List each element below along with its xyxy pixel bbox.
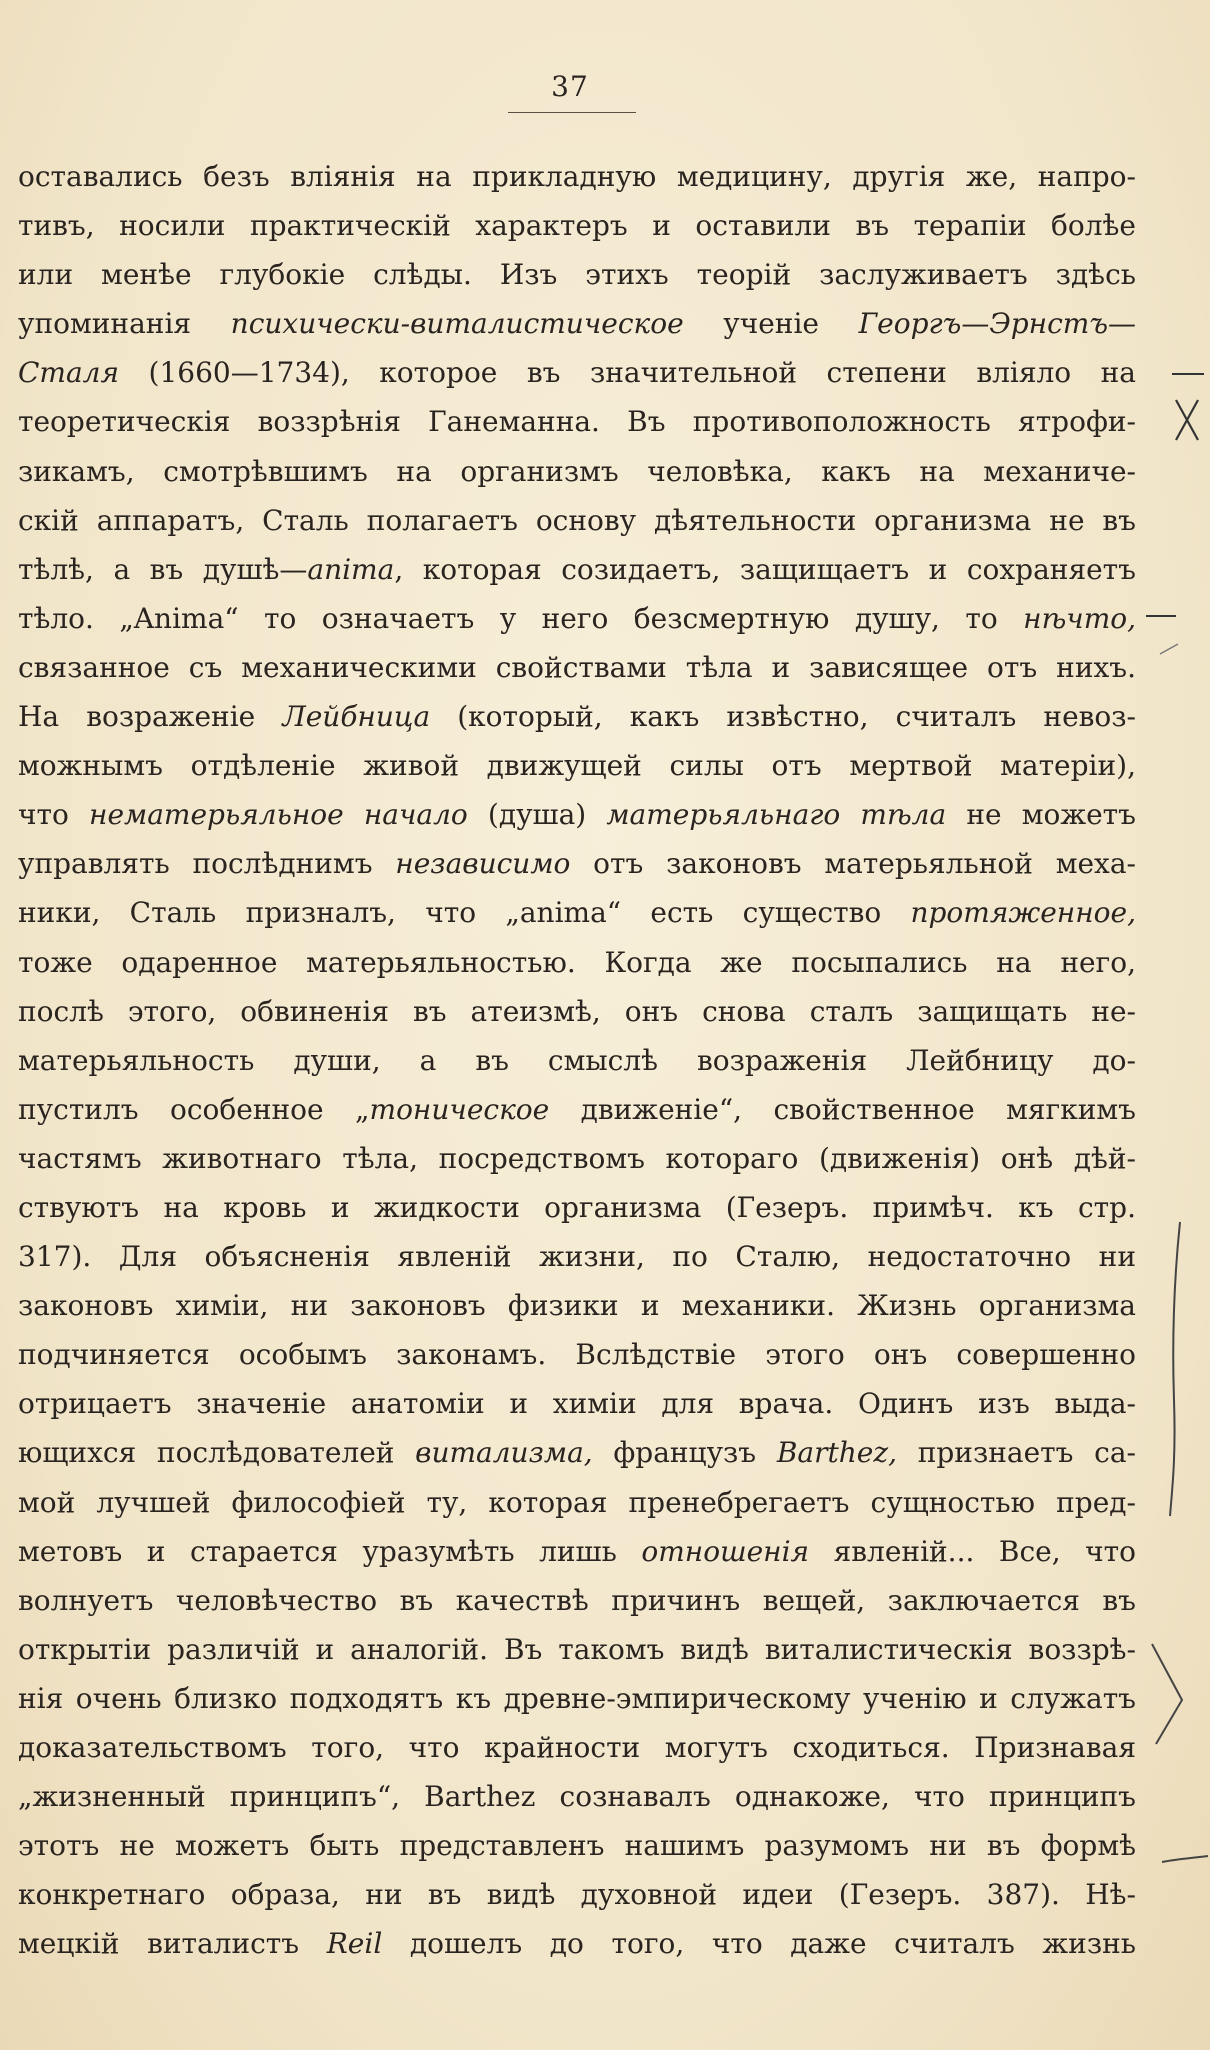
text-segment: нія очень близко подходятъ къ древне-эмпирическому ученію и служатъ (18, 1681, 1136, 1715)
text-line (18, 1821, 1136, 1870)
text-segment: тоже одаренное матерьяльностью. Когда же посыпались на него, (18, 945, 1136, 979)
text-segment: отрицаетъ значеніе анатоміи и химіи для врача. Одинъ изъ выда- (18, 1387, 1136, 1421)
text-line (18, 594, 1136, 643)
text-segment: этотъ не можетъ быть представленъ нашимъ разумомъ ни въ формѣ (18, 1829, 1136, 1863)
text-line (18, 692, 1136, 741)
italic-text: Лейбница (282, 700, 431, 734)
italic-text: психически-виталистическое (230, 307, 684, 341)
text-line (18, 201, 1136, 250)
text-segment: пустилъ особенное „ (18, 1092, 370, 1126)
text-segment: зикамъ, смотрѣвшимъ на организмъ человѣка, какъ на механиче- (18, 454, 1136, 488)
italic-text: протяженное, (910, 896, 1136, 930)
italic-text: нематерьяльное начало (89, 798, 468, 832)
text-segment: движеніе“, свойственное мягкимъ (549, 1092, 1136, 1126)
text-line (18, 1576, 1136, 1625)
text-segment: дошелъ до того, что даже считалъ жизнь (382, 1927, 1136, 1961)
text-line (18, 1183, 1136, 1232)
text-segment: волнуетъ человѣчество въ качествѣ причинъ вещей, заключается въ (18, 1583, 1136, 1617)
text-segment: оставались безъ вліянія на прикладную медицину, другія же, напро- (18, 160, 1136, 193)
text-segment: ученіе (683, 307, 859, 341)
text-line (18, 987, 1136, 1036)
text-segment: На возраженіе (18, 700, 283, 734)
text-line (18, 839, 1136, 888)
text-line (18, 1379, 1136, 1428)
text-line (18, 348, 1136, 397)
italic-text: отношенія (641, 1534, 810, 1568)
text-segment: 317). Для объясненія явленій жизни, по Сталю, недостаточно ни (18, 1240, 1136, 1274)
body-text (18, 152, 1136, 1968)
text-line (18, 250, 1136, 299)
margin-mark-dash (1146, 606, 1206, 666)
text-segment: скій аппаратъ, Сталь полагаетъ основу дѣятельности организма не въ (18, 503, 1136, 537)
text-line (18, 938, 1136, 987)
italic-text: Георгъ—Эрнстъ— (858, 307, 1136, 341)
italic-text: тоническое (369, 1092, 550, 1126)
text-line (18, 545, 1136, 594)
text-line (18, 1036, 1136, 1085)
page-number-rule (508, 112, 636, 113)
text-segment: управлять послѣднимъ (18, 847, 396, 881)
text-segment: тивъ, носили практическій характеръ и оставили въ терапіи болѣе (18, 209, 1136, 243)
text-line (18, 1232, 1136, 1281)
text-segment: не можетъ (946, 798, 1136, 832)
text-segment: связанное съ механическими свойствами тѣла и зависящее отъ нихъ. (18, 650, 1136, 684)
text-segment: подчиняется особымъ законамъ. Вслѣдствіе этого онъ совершенно (18, 1338, 1136, 1372)
text-segment: французъ (592, 1436, 777, 1470)
text-line (18, 1281, 1136, 1330)
text-line (18, 496, 1136, 545)
text-segment: что (18, 798, 89, 832)
italic-text: Barthez, (776, 1436, 898, 1470)
text-segment: частямъ животнаго тѣла, посредствомъ котораго (движенія) онѣ дѣй- (18, 1141, 1136, 1175)
italic-text: витализма, (415, 1436, 593, 1470)
italic-text: независимо (395, 847, 571, 881)
margin-mark-cross (1168, 372, 1208, 444)
text-segment: , которая созидаетъ, защищаетъ и сохраняетъ (394, 552, 1136, 586)
text-segment: законовъ химіи, ни законовъ физики и механики. Жизнь организма (18, 1289, 1136, 1323)
text-line (18, 1134, 1136, 1183)
text-line (18, 152, 1136, 201)
text-segment: ющихся послѣдователей (18, 1436, 416, 1470)
text-segment: метовъ и старается уразумѣть лишь (18, 1534, 642, 1568)
text-line (18, 1919, 1136, 1968)
text-line (18, 1723, 1136, 1772)
italic-text: матерьяльнаго тѣла (606, 798, 947, 832)
italic-text: Reil (326, 1927, 383, 1961)
text-line (18, 1674, 1136, 1723)
text-line (18, 1625, 1136, 1674)
italic-text: anima (307, 552, 395, 586)
text-line (18, 1772, 1136, 1821)
text-segment: ствуютъ на кровь и жидкости организма (Гезеръ. примѣч. къ стр. (18, 1190, 1136, 1224)
text-segment: ники, Сталь призналъ, что „anima“ есть существо (18, 896, 911, 930)
text-segment: „жизненный принципъ“, Barthez сознавалъ однакоже, что принципъ (18, 1780, 1136, 1814)
text-line (18, 1330, 1136, 1379)
margin-mark-line (1160, 1852, 1210, 1872)
text-segment: (душа) (467, 798, 607, 832)
text-line (18, 447, 1136, 496)
text-segment: послѣ этого, обвиненія въ атеизмѣ, онъ снова сталъ защищать не- (18, 994, 1136, 1028)
text-line (18, 1478, 1136, 1527)
text-line (18, 1085, 1136, 1134)
margin-mark-bracket (1160, 1220, 1200, 1520)
text-segment: тѣлѣ, а въ душѣ— (18, 552, 308, 586)
text-line (18, 299, 1136, 348)
text-segment: или менѣе глубокіе слѣды. Изъ этихъ теорій заслуживаетъ здѣсь (18, 258, 1136, 292)
text-segment: упоминанія (18, 307, 231, 341)
text-segment: признаетъ са- (897, 1436, 1136, 1470)
text-line (18, 888, 1136, 937)
text-line (18, 1870, 1136, 1919)
text-segment: мецкій виталистъ (18, 1927, 327, 1961)
text-line (18, 790, 1136, 839)
text-segment: мой лучшей философіей ту, которая пренебрегаетъ сущностью пред- (18, 1485, 1136, 1519)
text-line (18, 1428, 1136, 1477)
text-line (18, 397, 1136, 446)
text-line (18, 741, 1136, 790)
text-segment: (который, какъ извѣстно, считалъ невоз- (430, 700, 1136, 734)
text-segment: конкретнаго образа, ни въ видѣ духовной идеи (Гезеръ. 387). Нѣ- (18, 1878, 1136, 1912)
italic-text: Сталя (18, 356, 120, 390)
margin-mark-angle (1146, 1640, 1196, 1750)
text-segment: матерьяльность души, а въ смыслѣ возраженія Лейбницу до- (18, 1043, 1136, 1077)
page-number: 37 (551, 70, 589, 103)
text-line (18, 643, 1136, 692)
text-segment: открытіи различій и аналогій. Въ такомъ видѣ виталистическія воззрѣ- (18, 1632, 1136, 1666)
text-segment: можнымъ отдѣленіе живой движущей силы отъ мертвой матеріи), (18, 749, 1136, 783)
text-segment: доказательствомъ того, что крайности могутъ сходиться. Признавая (18, 1731, 1136, 1764)
text-segment: тѣло. „Anima“ то означаетъ у него безсмертную душу, то (18, 601, 1024, 635)
text-segment: теоретическія воззрѣнія Ганеманна. Въ противоположность ятрофи- (18, 405, 1136, 439)
text-segment: явленій... Все, что (809, 1534, 1136, 1568)
italic-text: нѣчто, (1023, 601, 1136, 635)
text-line (18, 1527, 1136, 1576)
text-segment: (1660—1734), которое въ значительной степени вліяло на (119, 356, 1136, 390)
text-segment: отъ законовъ матерьяльной меха- (570, 847, 1136, 881)
